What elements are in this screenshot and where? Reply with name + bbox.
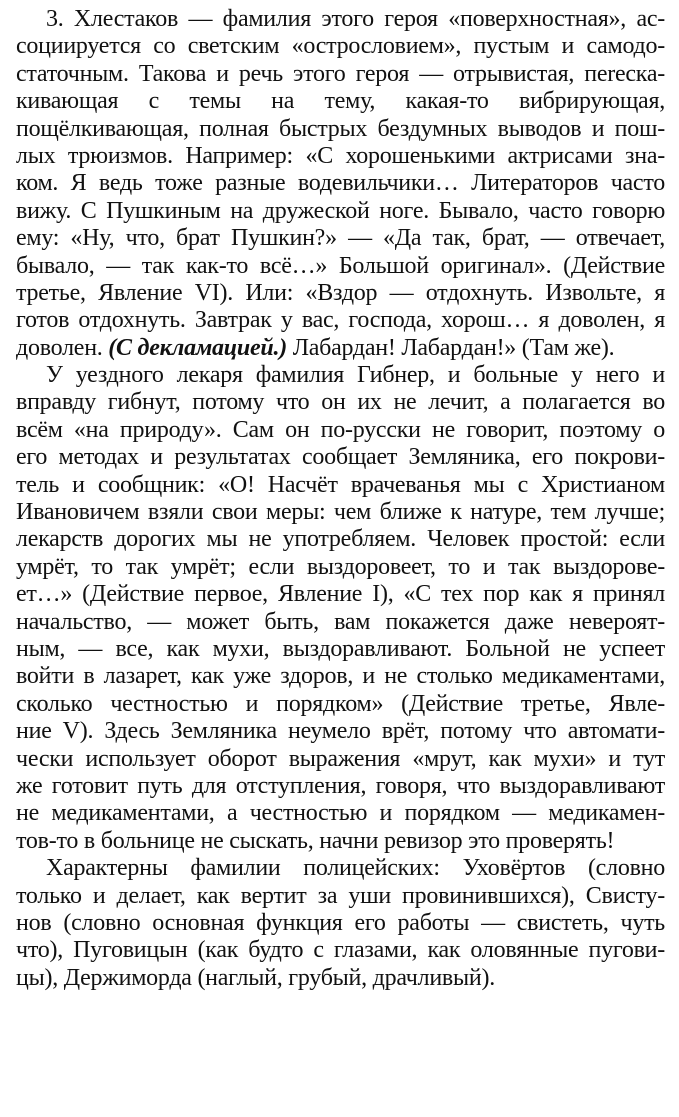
text-line — [16, 335, 665, 362]
text-fragment: Лабардан! Лабардан!» (Там же). — [286, 334, 615, 361]
paragraph-khlestakov — [16, 6, 665, 362]
text-line: нов (словно основная функция его работы — свистеть, чуть — [16, 909, 665, 936]
text-line: 3. Хлестаков — фамилия этого героя «поверхностная», ас- — [46, 6, 665, 32]
text-line: статочным. Такова и речь этого героя — отрывистая, пereска- — [16, 60, 665, 87]
text-line: тов-то в больнице не сыскать, начни ревизор это проверять! — [16, 827, 615, 854]
text-line: всём «на природу». Сам он по-русски не говорит, поэтому о — [16, 416, 665, 443]
text-line: цы), Держиморда (наглый, грубый, драчливый). — [16, 964, 495, 991]
text-line: готов отдохнуть. Завтрак у вас, господа, хорош… я доволен, я — [16, 307, 665, 334]
text-line: тель и сообщник: «О! Насчёт врачеванья мы с Христианом — [16, 471, 665, 498]
text-fragment: доволен. — [16, 334, 109, 361]
text-line: третье, Явление VI). Или: «Вздор — отдохнуть. Извольте, я — [16, 279, 665, 306]
text-line: социируется со светским «острословием», пустым и самодо- — [16, 33, 665, 60]
text-line: лых трюизмов. Например: «С хорошенькими актрисами зна- — [16, 142, 665, 169]
text-line: же готовит путь для отступления, говоря, что выздоравливают — [16, 772, 665, 799]
text-line: кивающая с темы на тему, какая-то вибрирующая, — [16, 88, 665, 115]
text-line: Характерны фамилии полицейских: Уховёртов (словно — [46, 855, 665, 882]
text-line: что), Пуговицын (как будто с глазами, как оловянные пугови- — [16, 937, 665, 964]
text-line: войти в лазарет, как уже здоров, и не столько медикаментами, — [16, 663, 665, 690]
stage-direction: (С декламацией.) — [108, 334, 287, 361]
text-line: пощёлкивающая, полная быстрых бездумных выводов и пош- — [16, 115, 665, 142]
text-line: лекарств дорогих мы не употребляем. Человек простой: если — [16, 526, 665, 553]
text-line: вправду гибнут, потому что он их не лечит, а полагается во — [16, 389, 665, 416]
text-line: ет…» (Действие первое, Явление I), «С тех пор как я принял — [16, 581, 665, 608]
text-line: его методах и результатах сообщает Земляника, его покрови- — [16, 444, 665, 471]
text-line: умрёт, то так умрёт; если выздоровеет, то и так выздорове- — [16, 553, 665, 580]
paragraph-gibner — [16, 362, 665, 855]
text-line: вижу. С Пушкиным на дружеской ноге. Бывало, часто говорю — [16, 197, 665, 224]
text-line: бывало, — так как-то всё…» Большой оригинал». (Действие — [16, 252, 665, 279]
text-line: У уездного лекаря фамилия Гибнер, и больные у него и — [46, 362, 665, 389]
text-line: ему: «Ну, что, брат Пушкин?» — «Да так, брат, — отвечает, — [16, 225, 665, 252]
text-line: ком. Я ведь тоже разные водевильчики… Литераторов часто — [16, 170, 665, 197]
paragraph-police — [16, 855, 665, 992]
text-line: сколько честностью и порядком» (Действие третье, Явле- — [16, 690, 665, 717]
text-line: начальство, — может быть, вам покажется даже невероят- — [16, 608, 665, 635]
text-line: Ивановичем взяли свои меры: чем ближе к натуре, тем лучше; — [16, 499, 665, 526]
text-line: чески использует оборот выражения «мрут, как мухи» и тут — [16, 745, 665, 772]
text-line: не медикаментами, а честностью и порядком — медикамен- — [16, 800, 665, 827]
text-line: ние V). Здесь Земляника неумело врёт, потому что автомати- — [16, 718, 665, 745]
text-line: ным, — все, как мухи, выздоравливают. Больной не успеет — [16, 635, 665, 662]
text-line: только и делает, как вертит за уши провинившихся), Свисту- — [16, 882, 665, 909]
